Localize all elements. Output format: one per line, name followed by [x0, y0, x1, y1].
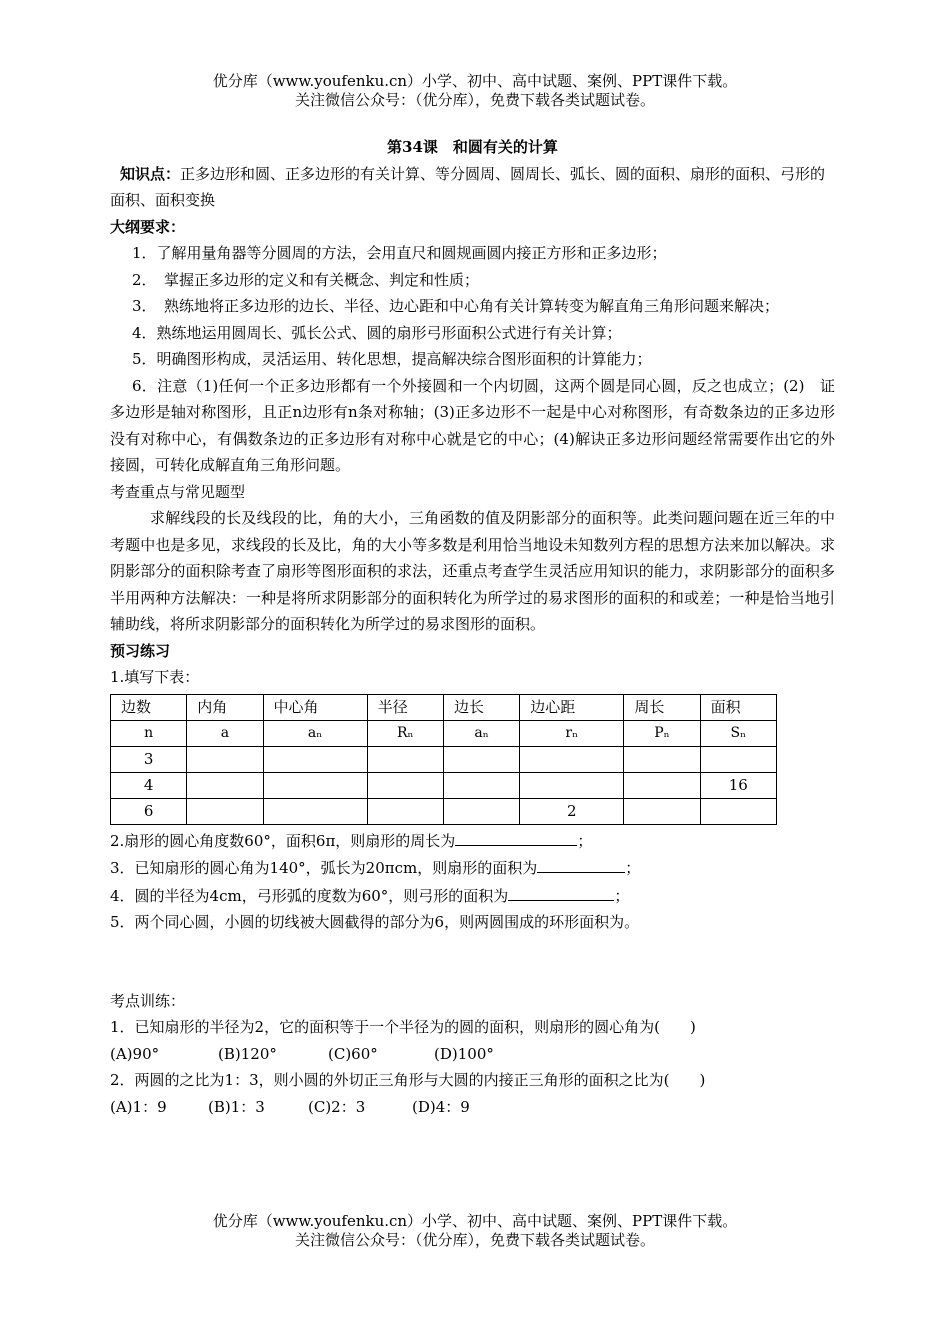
- training-heading: 考点训练：: [110, 991, 186, 1010]
- table-row: [111, 798, 777, 824]
- preview-q3-text: 3．已知扇形的圆心角为140°，弧长为20πcm，则扇形的面积为: [110, 859, 538, 877]
- page-header: [0, 72, 950, 110]
- answer-blank[interactable]: [537, 854, 625, 873]
- focus-text: 求解线段的长及线段的比，角的大小，三角函数的值及阴影部分的面积等。此类问题问题在近三年的中考题中也是多见，求线段的长及比，角的大小等多数是利用恰当地设未知数列方程的思想方法来加以解决。求阴影部分的面积除考查了扇形等图形面积的求法，还重点考查学生灵活应用知识的能力，求阴影部分的面积多半用两种方法解决：一种是将所求阴影部分的面积转化为所学过的易求图形的面积的和或差；一种是恰当地引辅助线，将所求阴影部分的面积转化为所学过的易求图形的面积。: [110, 509, 835, 633]
- preview-q2: [110, 827, 835, 855]
- table-header-cell: 边长: [443, 694, 519, 720]
- table-cell: [520, 772, 624, 798]
- table-cell: [263, 772, 367, 798]
- table-cell: 3: [111, 746, 187, 772]
- table-symbol-cell: n: [111, 720, 187, 746]
- preview-q3: [110, 854, 835, 882]
- table-cell: [443, 746, 519, 772]
- footer-line-2: 关注微信公众号：（优分库），免费下载各类试题试卷。: [294, 1231, 655, 1249]
- table-cell: [187, 772, 263, 798]
- option-b[interactable]: (B)120°: [218, 1044, 277, 1063]
- preview-q4-end: ；: [614, 886, 630, 905]
- table-symbol-cell: Rₙ: [367, 720, 443, 746]
- training-q2: 2．两圆的之比为1：3，则小圆的外切正三角形与大圆的内接正三角形的面积之比为( ): [110, 1071, 706, 1089]
- option-c[interactable]: (C)60°: [328, 1044, 378, 1063]
- option-d[interactable]: (D)4：9: [412, 1097, 470, 1116]
- focus-heading: 考查重点与常见题型: [110, 482, 246, 501]
- table-cell: [700, 746, 776, 772]
- table-symbol-cell: aₙ: [443, 720, 519, 746]
- table-header-row: [111, 694, 777, 720]
- table-cell: [624, 772, 700, 798]
- option-d[interactable]: (D)100°: [434, 1044, 494, 1063]
- outline-heading: 大纲要求：: [110, 217, 186, 236]
- training-q2-options: [110, 1094, 835, 1121]
- table-cell: [624, 798, 700, 824]
- option-c[interactable]: (C)2：3: [308, 1097, 366, 1116]
- knowledge-points: [110, 161, 835, 214]
- table-row: [111, 772, 777, 798]
- table-header-cell: 边数: [111, 694, 187, 720]
- preview-q5: 5．两个同心圆，小圆的切线被大圆截得的部分为6，则两圆围成的环形面积为。: [110, 913, 640, 931]
- table-cell: [187, 746, 263, 772]
- page-footer: [0, 1212, 950, 1250]
- table-symbol-row: [111, 720, 777, 746]
- table-cell: [187, 798, 263, 824]
- table-header-cell: 半径: [367, 694, 443, 720]
- preview-q1: 1.填写下表：: [110, 668, 200, 686]
- option-a[interactable]: (A)1：9: [110, 1097, 167, 1116]
- outline-item-3: 3． 熟练地将正多边形的边长、半径、边心距和中心角有关计算转变为解直角三角形问题来解决；: [132, 297, 780, 315]
- table-header-cell: 内角: [187, 694, 263, 720]
- answer-blank[interactable]: [455, 827, 577, 846]
- header-line-1: 优分库（www.youfenku.cn）小学、初中、高中试题、案例、PPT课件下载。: [212, 72, 738, 90]
- table-symbol-cell: rₙ: [520, 720, 624, 746]
- preview-q2-text: 2.扇形的圆心角度数60°，面积6π，则扇形的周长为: [110, 831, 456, 850]
- table-cell: [443, 798, 519, 824]
- preview-heading: 预习练习: [110, 641, 171, 660]
- table-symbol-cell: Pₙ: [624, 720, 700, 746]
- table-cell: [700, 798, 776, 824]
- outline-item-5: 5．明确图形构成，灵活运用、转化思想，提高解决综合图形面积的计算能力；: [132, 350, 652, 368]
- option-a[interactable]: (A)90°: [110, 1044, 160, 1063]
- outline-item-6: 6．注意（1)任何一个正多边形都有一个外接圆和一个内切圆，这两个圆是同心圆，反之也成立；(2) 证多边形是轴对称图形，且正n边形有n条对称轴；(3)正多边形不一起是中心对称图形，有奇数条边的正多边形没有对称中心，有偶数条边的正多边形有对称中心就是它的中心；(4)解诀正多边形问题经常需要作出它的外接圆，可转化成解直角三角形问题。: [110, 376, 835, 474]
- preview-q4: [110, 882, 835, 910]
- preview-q2-end: ；: [577, 831, 593, 850]
- knowledge-text: 正多边形和圆、正多边形的有关计算、等分圆周、圆周长、弧长、圆的面积、扇形的面积、弓形的面积、面积变换: [110, 164, 826, 209]
- table-cell: 6: [111, 798, 187, 824]
- training-q1: 1．已知扇形的半径为2，它的面积等于一个半径为的圆的面积，则扇形的圆心角为( ): [110, 1018, 696, 1036]
- table-cell: [367, 746, 443, 772]
- table-header-cell: 边心距: [520, 694, 624, 720]
- table-cell: [443, 772, 519, 798]
- outline-item-1: 1．了解用量角器等分圆周的方法，会用直尺和圆规画圆内接正方形和正多边形；: [132, 244, 667, 262]
- table-cell: [367, 798, 443, 824]
- spacer: [110, 936, 835, 988]
- table-cell: [263, 798, 367, 824]
- table-cell: 16: [700, 772, 776, 798]
- table-symbol-cell: Sₙ: [700, 720, 776, 746]
- table-cell: [263, 746, 367, 772]
- table-row: [111, 746, 777, 772]
- outline-item-2: 2． 掌握正多边形的定义和有关概念、判定和性质；: [132, 270, 480, 289]
- table-cell: 2: [520, 798, 624, 824]
- table-symbol-cell: a: [187, 720, 263, 746]
- outline-item-4: 4．熟练地运用圆周长、弧长公式、圆的扇形弓形面积公式进行有关计算；: [132, 323, 622, 342]
- preview-q3-end: ；: [625, 859, 641, 877]
- table-header-cell: 面积: [700, 694, 776, 720]
- lesson-title: 第34课 和圆有关的计算: [387, 138, 558, 156]
- footer-line-1: 优分库（www.youfenku.cn）小学、初中、高中试题、案例、PPT课件下载。: [212, 1212, 738, 1230]
- table-cell: [367, 772, 443, 798]
- table-cell: [520, 746, 624, 772]
- table-cell: 4: [111, 772, 187, 798]
- main-content: [110, 134, 835, 1120]
- answer-blank[interactable]: [508, 882, 614, 901]
- option-b[interactable]: (B)1：3: [208, 1097, 265, 1116]
- polygon-table: [110, 694, 777, 825]
- table-header-cell: 周长: [624, 694, 700, 720]
- preview-q4-text: 4．圆的半径为4cm，弓形弧的度数为60°，则弓形的面积为: [110, 886, 509, 905]
- table-header-cell: 中心角: [263, 694, 367, 720]
- knowledge-label: 知识点：: [120, 164, 181, 183]
- table-cell: [624, 746, 700, 772]
- header-line-2: 关注微信公众号：（优分库），免费下载各类试题试卷。: [294, 91, 655, 109]
- training-q1-options: [110, 1041, 835, 1068]
- table-symbol-cell: aₙ: [263, 720, 367, 746]
